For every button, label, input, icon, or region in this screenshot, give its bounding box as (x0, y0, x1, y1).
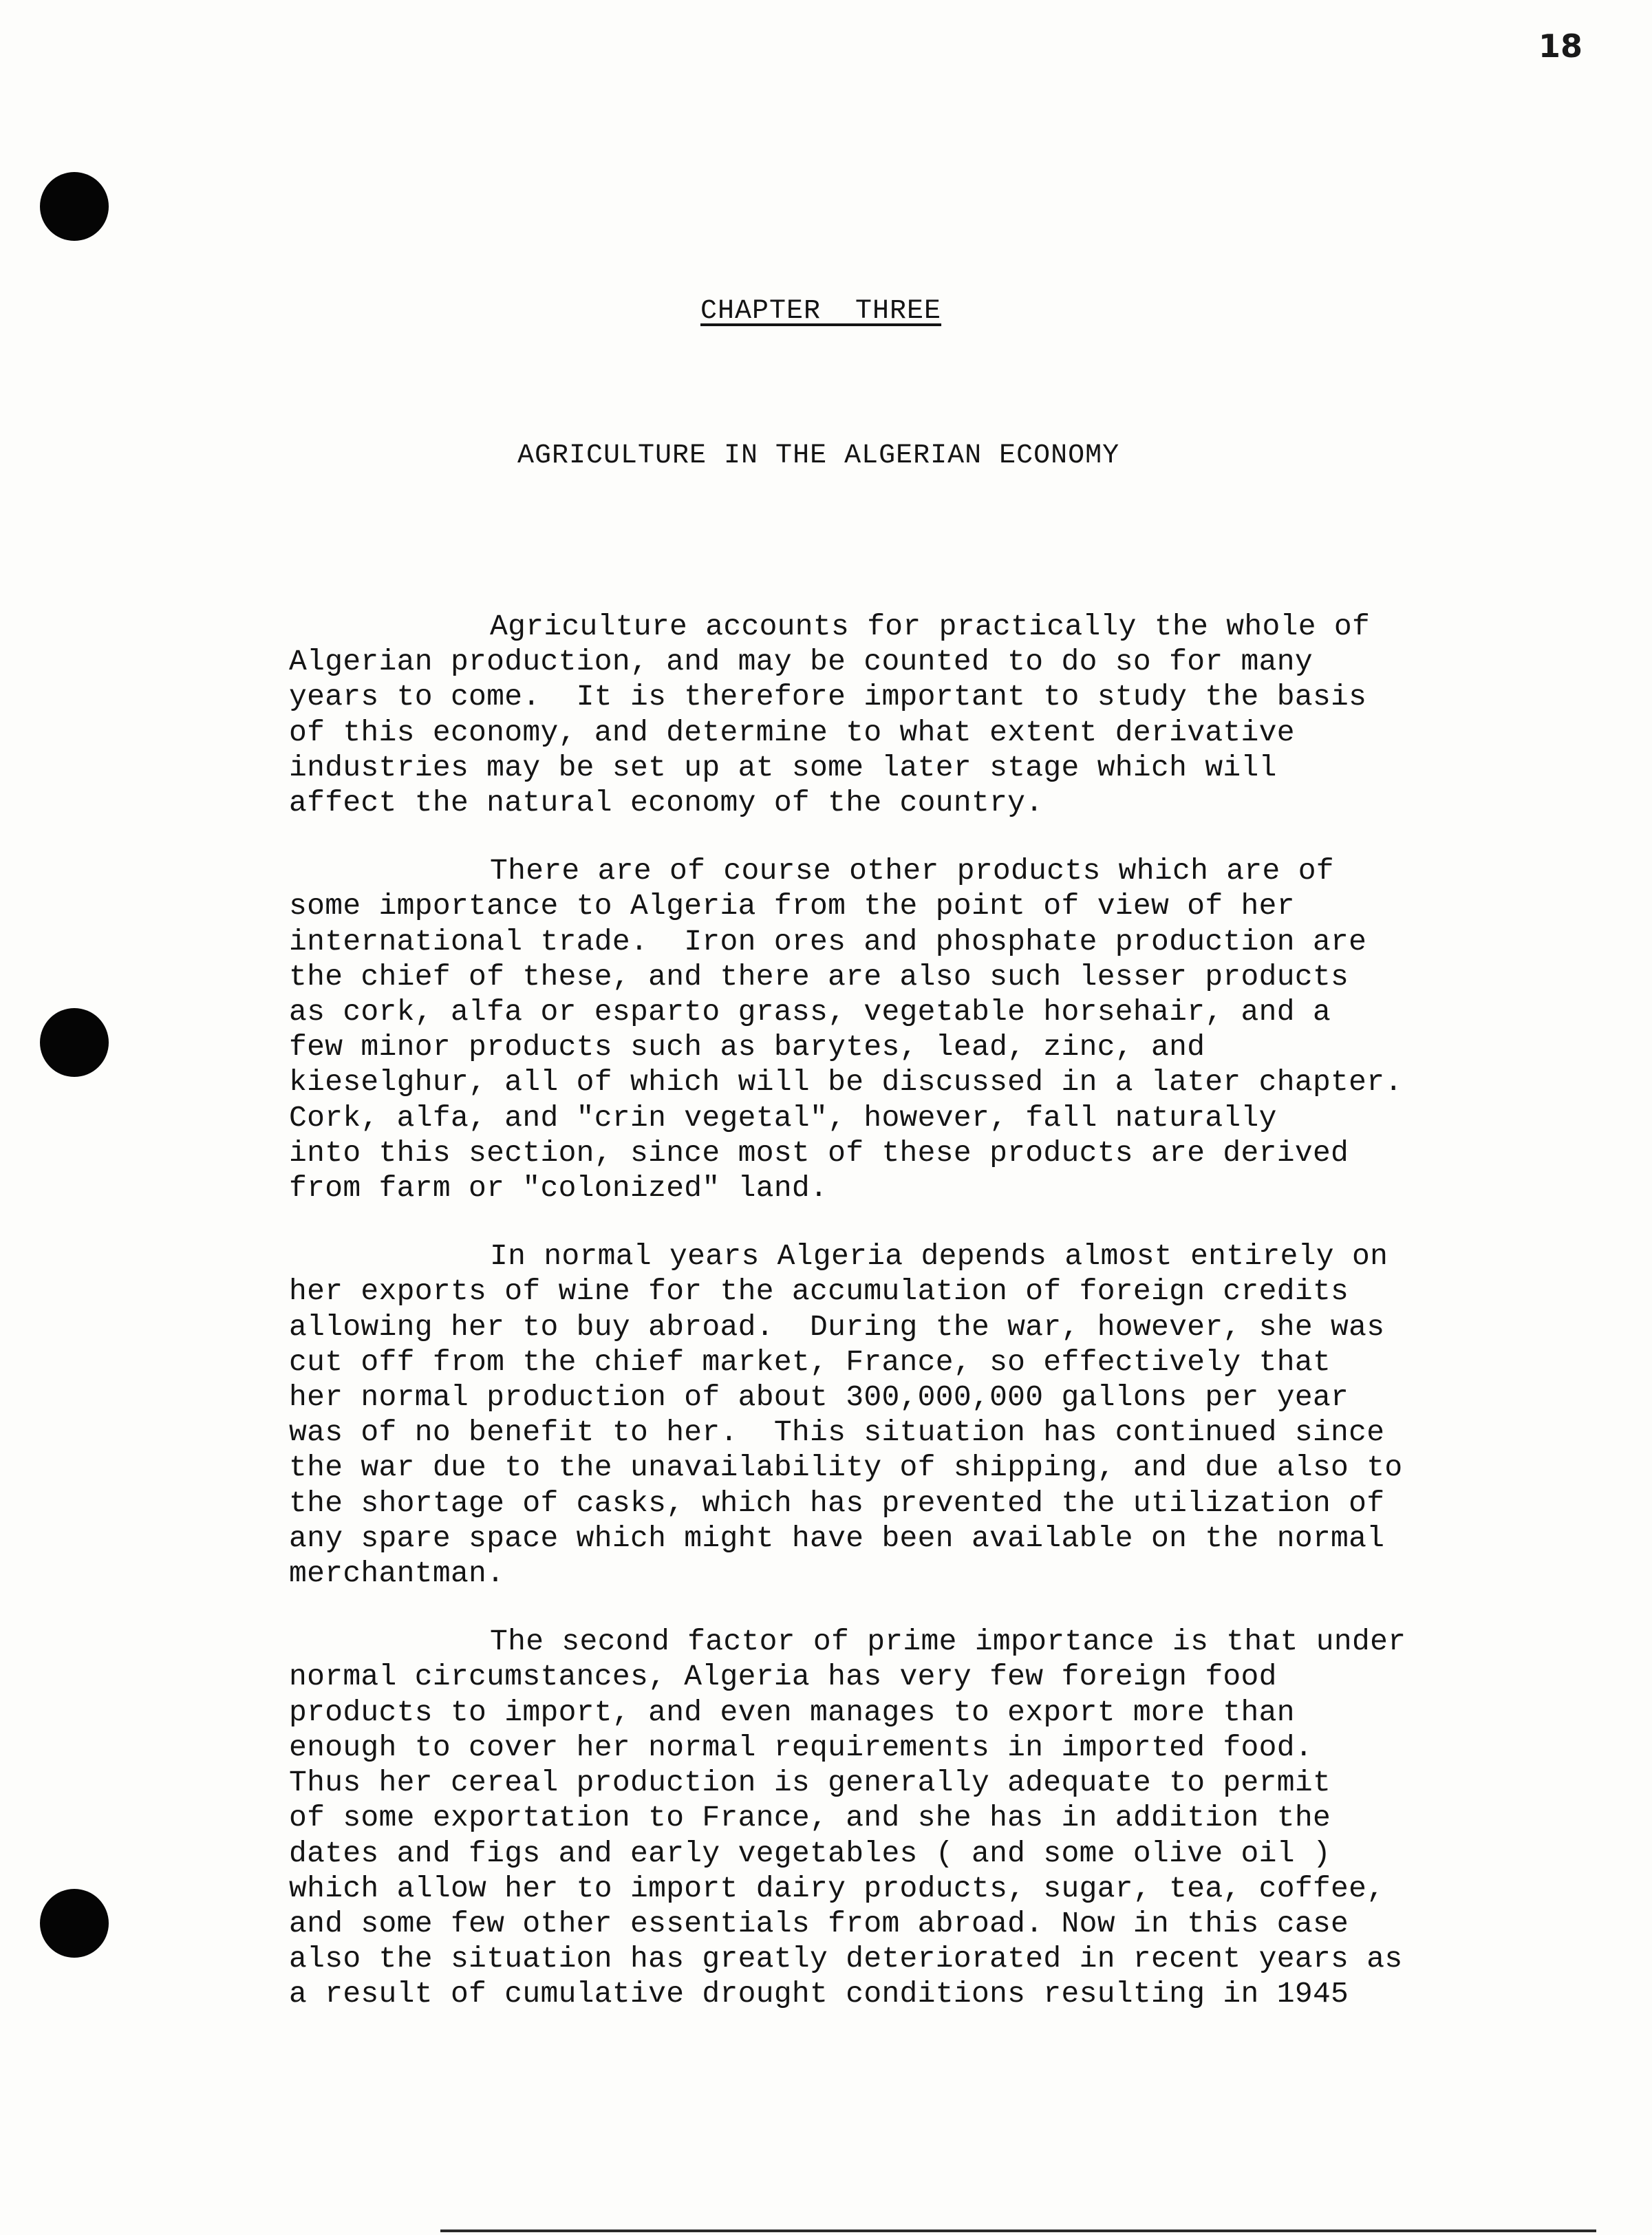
text-line: normal circumstances, Algeria has very few foreign food (289, 1660, 1277, 1694)
text-line: affect the natural economy of the country. (289, 786, 1044, 820)
text-line: allowing her to buy abroad. During the war, however, she was (289, 1309, 1385, 1344)
text-line: There are of course other products which are of (490, 854, 1334, 888)
text-line: industries may be set up at some later stage which will (289, 750, 1277, 784)
text-line: as cork, alfa or esparto grass, vegetable horsehair, and a (289, 995, 1331, 1029)
text-line: a result of cumulative drought conditions resulting in 1945 (289, 1977, 1349, 2011)
punch-hole-top (40, 172, 109, 241)
text-line: kieselghur, all of which will be discussed in a later chapter. (289, 1065, 1403, 1100)
text-line: Thus her cereal production is generally adequate to permit (289, 1766, 1331, 1800)
paragraph-2 (289, 853, 1596, 1206)
text-line: international trade. Iron ores and phosphate production are (289, 924, 1367, 959)
text-line: cut off from the chief market, France, so effectively that (289, 1345, 1331, 1379)
text-line: into this section, since most of these products are derived (289, 1135, 1349, 1170)
text-line: her normal production of about 300,000,000 gallons per year (289, 1380, 1349, 1415)
text-line: her exports of wine for the accumulation of foreign credits (289, 1274, 1349, 1309)
text-line: of this economy, and determine to what extent derivative (289, 715, 1295, 749)
text-line: which allow her to import dairy products, sugar, tea, coffee, (289, 1871, 1385, 1905)
text-line: Algerian production, and may be counted to do so for many (289, 645, 1313, 679)
text-line: products to import, and even manages to export more than (289, 1695, 1295, 1729)
text-line: the shortage of casks, which has prevented the utilization of (289, 1486, 1385, 1520)
text-line: merchantman. (289, 1557, 505, 1591)
punch-hole-bottom (40, 1889, 109, 1958)
body-text (289, 609, 1596, 2045)
paragraph-1 (289, 609, 1596, 820)
text-line: the chief of these, and there are also such lesser products (289, 959, 1349, 994)
text-line: The second factor of prime importance is that under (490, 1625, 1406, 1659)
text-line: Agriculture accounts for practically the whole of (490, 610, 1371, 643)
text-line: dates and figs and early vegetables ( and some olive oil ) (289, 1836, 1331, 1870)
text-line: few minor products such as barytes, lead, zinc, and (289, 1030, 1205, 1065)
punch-hole-middle (40, 1008, 109, 1077)
bottom-edge-line (440, 2229, 1596, 2232)
text-line: any spare space which might have been available on the normal (289, 1521, 1385, 1555)
text-line: Cork, alfa, and "crin vegetal", however, fall naturally (289, 1100, 1277, 1135)
text-line: In normal years Algeria depends almost entirely on (490, 1239, 1388, 1274)
text-line: enough to cover her normal requirements in imported food. (289, 1730, 1313, 1764)
paragraph-4 (289, 1624, 1596, 2011)
text-line: and some few other essentials from abroad. Now in this case (289, 1906, 1349, 1940)
text-line: years to come. It is therefore important to study the basis (289, 680, 1367, 714)
text-line: some importance to Algeria from the point of view of her (289, 889, 1295, 923)
text-line: also the situation has greatly deteriorated in recent years as (289, 1942, 1403, 1976)
text-line: was of no benefit to her. This situation has continued since (289, 1415, 1385, 1450)
chapter-title: AGRICULTURE IN THE ALGERIAN ECONOMY (517, 440, 1120, 471)
text-line: from farm or "colonized" land. (289, 1171, 828, 1206)
text-line: of some exportation to France, and she has in addition the (289, 1801, 1331, 1835)
page-number: 18 (1538, 28, 1583, 65)
chapter-heading: CHAPTER THREE (700, 296, 942, 327)
text-line: the war due to the unavailability of shipping, and due also to (289, 1451, 1403, 1485)
paragraph-3 (289, 1239, 1596, 1591)
